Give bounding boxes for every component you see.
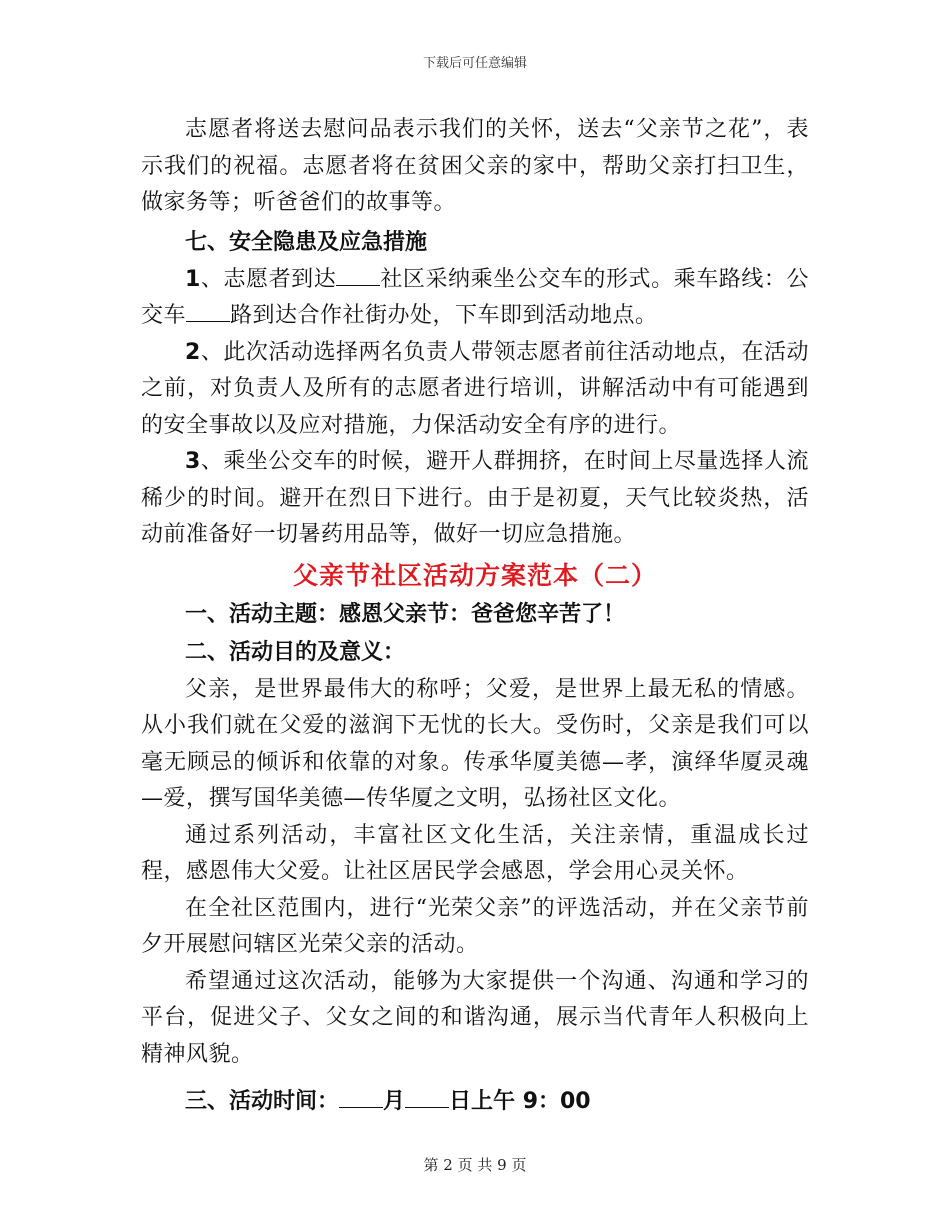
item-text: 社区采纳乘坐公交车的形式。乘车路线：公交车 bbox=[141, 266, 809, 328]
heading-activity-time bbox=[141, 1083, 809, 1121]
month-label: 月 bbox=[383, 1089, 406, 1114]
fill-blank bbox=[186, 303, 230, 322]
paragraph-glorious-father: 在全社区范围内，进行“光荣父亲”的评选活动，并在父亲节前夕开展慰问辖区光荣父亲的活动。 bbox=[141, 895, 809, 957]
document-body bbox=[141, 112, 809, 1121]
page-footer-number: 第 2 页 共 9 页 bbox=[423, 1156, 527, 1174]
paragraph-item-2 bbox=[141, 335, 809, 445]
section-title: 父亲节社区活动方案范本（二） bbox=[292, 560, 657, 590]
heading-activity-theme: 一、活动主题：感恩父亲节：爸爸您辛苦了！ bbox=[185, 601, 626, 627]
item-number: 1 bbox=[185, 266, 201, 292]
paragraph-volunteer-visit: 志愿者将送去慰问品表示我们的关怀，送去“父亲节之花”，表示我们的祝福。志愿者将在贫困父亲的家中，帮助父亲打扫卫生，做家务等；听爸爸们的故事等。 bbox=[141, 117, 809, 215]
fill-blank bbox=[339, 1089, 383, 1108]
paragraph-father-love: 父亲，是世界最伟大的称呼；父爱，是世界上最无私的情感。从小我们就在父爱的滋润下无忧的长大。受伤时，父亲是我们可以毫无顾忌的倾诉和依靠的对象。传承华厦美德—孝，演绎华厦灵魂—爱，撰写国华美德—传华厦之文明，弘扬社区文化。 bbox=[141, 676, 809, 811]
item-number: 3 bbox=[185, 449, 201, 474]
item-text: 、志愿者到达 bbox=[200, 266, 337, 292]
time-label: 三、活动时间： bbox=[185, 1089, 340, 1114]
item-number: 2 bbox=[185, 339, 201, 365]
paragraph-item-3 bbox=[141, 444, 809, 554]
item-text: 、乘坐公交车的时候，避开人群拥挤，在时间上尽量选择人流稀少的时间。避开在烈日下进行。由于是初夏，天气比较炎热，活动前准备好一切暑药用品等，做好一切应急措施。 bbox=[141, 449, 809, 547]
heading-safety-measures: 七、安全隐患及应急措施 bbox=[185, 229, 428, 255]
page-header-note: 下载后可任意编辑 bbox=[422, 56, 527, 71]
fill-blank bbox=[405, 1089, 449, 1108]
fill-blank bbox=[336, 267, 380, 286]
paragraph-series-activities: 通过系列活动，丰富社区文化生活，关注亲情，重温成长过程，感恩伟大父爱。让社区居民学会感恩，学会用心灵关怀。 bbox=[141, 822, 809, 884]
paragraph-hope: 希望通过这次活动，能够为大家提供一个沟通、沟通和学习的平台，促进父子、父女之间的和谐沟通，展示当代青年人积极向上精神风貌。 bbox=[141, 968, 809, 1067]
paragraph-item-1 bbox=[141, 262, 809, 335]
heading-activity-purpose: 二、活动目的及意义： bbox=[185, 639, 406, 665]
item-text: 、此次活动选择两名负责人带领志愿者前往活动地点，在活动之前，对负责人及所有的志愿者进行培训，讲解活动中有可能遇到的安全事故以及应对措施，力保活动安全有序的进行。 bbox=[141, 339, 809, 438]
day-time-label: 日上午 9：00 bbox=[449, 1089, 591, 1114]
item-text: 路到达合作社街办处，下车即到活动地点。 bbox=[230, 303, 658, 328]
